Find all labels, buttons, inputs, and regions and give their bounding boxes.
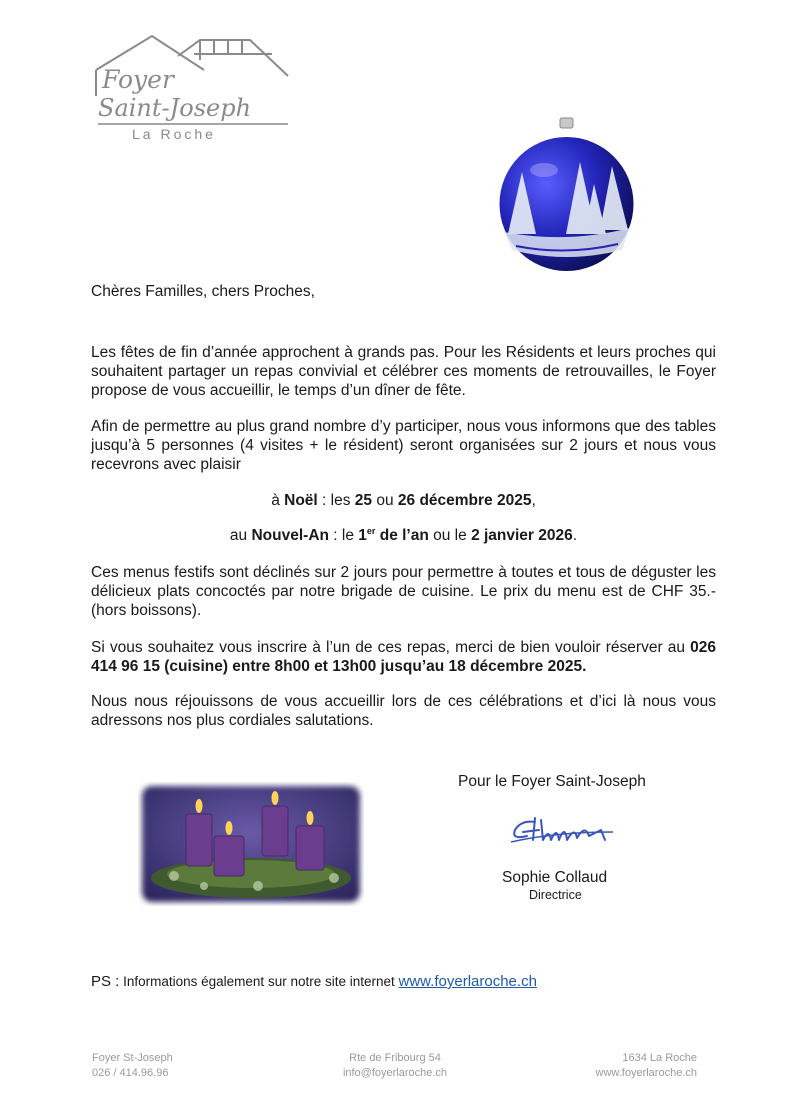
signature-for: Pour le Foyer Saint-Joseph bbox=[458, 773, 646, 790]
ps-note: PS : Informations également sur notre site internet www.foyerlaroche.ch bbox=[91, 973, 537, 990]
ps-label: PS : bbox=[91, 973, 120, 990]
paragraph-closing: Nous nous réjouissons de vous accueillir lors de ces célébrations et d’ici là nous vous adressons nos plus cordiales salutations. bbox=[91, 693, 716, 729]
paragraph-intro: Les fêtes de fin d’année approchent à grands pas. Pour les Résidents et leurs proches qui souhaitent partager un repas convivial et célébrer ces moments de retrouvailles, le Foyer propose de vous accueillir, le temps d’un dîner de fête. bbox=[91, 344, 716, 399]
logo-line1: Foyer bbox=[102, 65, 174, 94]
logo-line2: Saint-Joseph bbox=[98, 94, 252, 122]
foyer-logo bbox=[92, 32, 292, 144]
handwritten-signature bbox=[505, 810, 625, 850]
christmas-ornament-image bbox=[494, 114, 639, 276]
logo-line3: La Roche bbox=[132, 126, 216, 142]
nouvel-an-dates-line: au Nouvel-An : le 1er de l’an ou le 2 janvier 2026. bbox=[229, 526, 578, 544]
footer-right: 1634 La Roche www.foyerlaroche.ch bbox=[595, 1052, 697, 1079]
paragraph-menus: Ces menus festifs sont déclinés sur 2 jours pour permettre à toutes et tous de déguster les délicieux plats concoctés par notre brigade de cuisine. Le prix du menu est de CHF 35.- (hors boissons). bbox=[91, 564, 716, 619]
paragraph-tables: Afin de permettre au plus grand nombre d’y participer, nous vous informons que des tables jusqu’à 5 personnes (4 visites + le résident) seront organisées sur 2 jours et nous vous recevrons avec plaisir bbox=[91, 418, 716, 473]
signatory-role: Directrice bbox=[529, 888, 582, 902]
signatory-name: Sophie Collaud bbox=[502, 869, 608, 886]
website-link[interactable]: www.foyerlaroche.ch bbox=[398, 973, 537, 990]
paragraph-reservation: Si vous souhaitez vous inscrire à l’un de ces repas, merci de bien vouloir réserver au 026 414 96 15 (cuisine) entre 8h00 et 13h00 jusqu’au 18 décembre 2025. bbox=[91, 639, 716, 675]
noel-dates-line: à Noël : les 25 ou 26 décembre 2025, bbox=[271, 492, 536, 509]
advent-candles-image bbox=[138, 782, 364, 906]
footer-left: Foyer St-Joseph 026 / 414.96.96 bbox=[92, 1052, 173, 1079]
footer-center: Rte de Fribourg 54 info@foyerlaroche.ch bbox=[342, 1052, 448, 1079]
salutation: Chères Familles, chers Proches, bbox=[91, 283, 315, 300]
